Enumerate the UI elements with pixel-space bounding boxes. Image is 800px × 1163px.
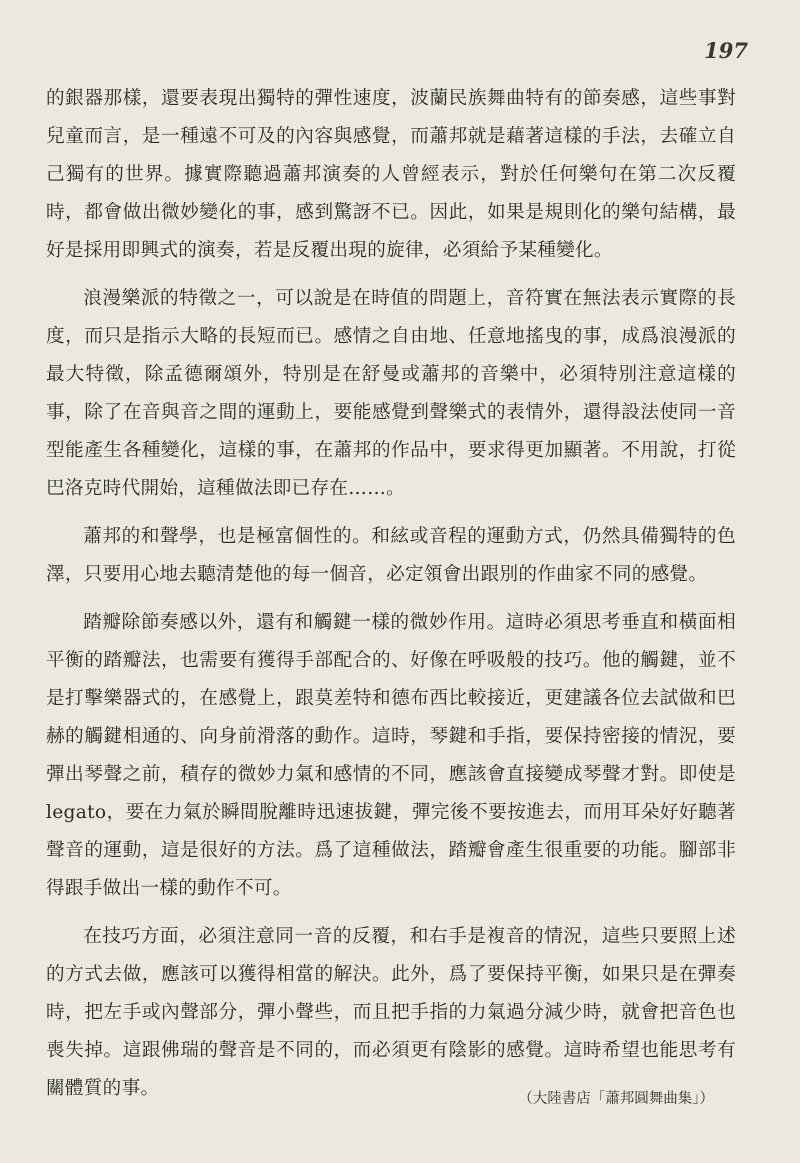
source-citation: （大陸書店「蕭邦圓舞曲集」）: [518, 1091, 714, 1107]
paragraph-1: 的銀器那樣，還要表現出獨特的彈性速度，波蘭民族舞曲特有的節奏感，這些事對兒童而言，是一種遠不可及的內容與感覺，而蕭邦就是藉著這樣的手法，去確立自己獨有的世界。據實際聽過蕭邦演奏的人曾經表示，對於任何樂句在第二次反覆時，都會做出微妙變化的事，感到驚訝不已。因此，如果是規則化的樂句結構，最好是採用即興式的演奏，若是反覆出現的旋律，必須給予某種變化。: [46, 88, 736, 261]
paragraph-4: 踏瓣除節奏感以外，還有和觸鍵一樣的微妙作用。這時必須思考垂直和橫面相平衡的踏瓣法，也需要有獲得手部配合的、好像在呼吸般的技巧。他的觸鍵，並不是打擊樂器式的，在感覺上，跟莫差特和德布西比較接近，更建議各位去試做和巴赫的觸鍵相通的、向身前滑落的動作。這時，琴鍵和手指，要保持密接的情況，要彈出琴聲之前，積存的微妙力氣和感情的不同，應該會直接變成琴聲才對。即使是legato，要在力氣於瞬間脫離時迅速拔鍵，彈完後不要按進去，而用耳朵好好聽著聲音的運動，這是很好的方法。爲了這種做法，踏瓣會產生很重要的功能。腳部非得跟手做出一樣的動作不可。: [46, 612, 736, 899]
paragraph-2: 浪漫樂派的特徵之一，可以說是在時值的問題上，音符實在無法表示實際的長度，而只是指示大略的長短而已。感情之自由地、任意地搖曳的事，成爲浪漫派的最大特徵，除孟德爾頌外，特別是在舒曼或蕭邦的音樂中，必須特別注意這樣的事，除了在音與音之間的運動上，要能感覺到聲樂式的表情外，還得設法使同一音型能產生各種變化，這樣的事，在蕭邦的作品中，要求得更加顯著。不用說，打從巴洛克時代開始，這種做法即已存在……。: [46, 288, 736, 499]
page-number: 197: [704, 38, 748, 63]
paragraph-5: 在技巧方面，必須注意同一音的反覆，和右手是複音的情況，這些只要照上述的方式去做，應該可以獲得相當的解決。此外，爲了要保持平衡，如果只是在彈奏時，把左手或內聲部分，彈小聲些，而且把手指的力氣過分減少時，就會把音色也喪失掉。這跟佛瑞的聲音是不同的，而必須更有陰影的感覺。這時希望也能思考有關體質的事。: [46, 926, 736, 1099]
paragraph-3: 蕭邦的和聲學，也是極富個性的。和絃或音程的運動方式，仍然具備獨特的色澤，只要用心地去聽清楚他的每一個音，必定領會出跟別的作曲家不同的感覺。: [46, 526, 736, 585]
body-text: [46, 80, 736, 1118]
